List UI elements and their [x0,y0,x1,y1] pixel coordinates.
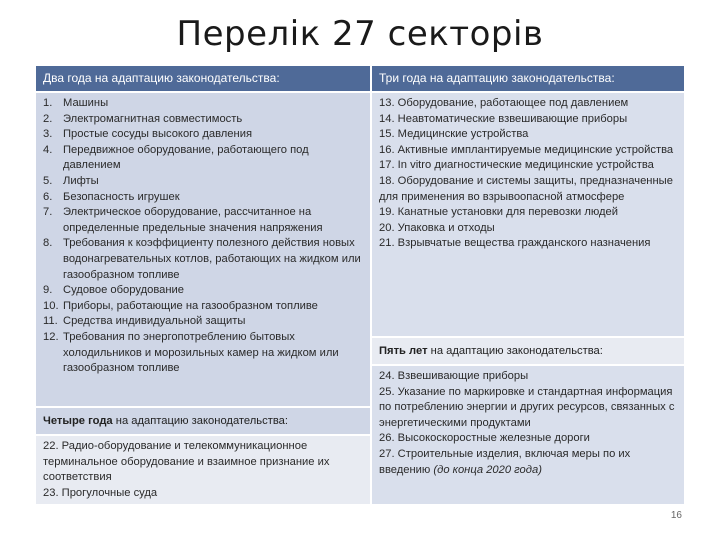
item-text: Средства индивидуальной защиты [63,315,246,328]
item-number: 7. [43,206,53,219]
four-years-header [36,408,370,434]
right-column-header: Три года на адаптацию законодательства: [372,66,684,91]
list-item [43,314,364,330]
item-number: 12. [43,330,59,343]
item-text: Судовое оборудование [63,284,185,297]
item-number: 11. [43,315,58,328]
list-item [43,330,364,377]
list-item: 17. In vitro диагностические медицинские устройства [379,159,654,172]
item-number: 3. [43,128,53,141]
item-number: 8. [43,237,53,250]
item-text: Безопасность игрушек [63,190,180,203]
item-text: Передвижное оборудование, работающего под давлением [63,143,309,172]
two-years-list [43,96,364,377]
list-item [43,236,364,283]
item-27-text: 27. Строительные изделия, включая меры по их введению [379,447,631,476]
list-item [43,96,364,112]
four-years-header-bold: Четыре года [43,415,113,427]
list-item: 23. Прогулочные суда [43,486,158,499]
item-text: Машины [63,97,109,109]
item-27-deadline: (до конца 2020 года) [433,463,542,476]
item-number: 10. [43,299,59,312]
item-text: Простые сосуды высокого давления [63,128,253,141]
list-item: 22. Радио-оборудование и телекоммуникационное терминальное оборудование и взаимное признание их соответствия [43,440,330,484]
item-number: 1. [43,97,53,109]
item-number: 4. [43,143,53,156]
list-item [43,205,364,236]
item-number: 2. [43,112,53,125]
two-years-cell [36,93,370,406]
five-years-cell [372,366,684,504]
four-years-header-rest: на адаптацию законодательства: [112,415,289,427]
list-item [43,143,364,174]
list-item [43,190,364,206]
item-text: Лифты [63,174,99,187]
item-text: Требования по энергопотреблению бытовых холодильников и морозильных камер на жидком или газообразном топливе [63,330,339,375]
item-number: 9. [43,284,53,297]
list-item: 19. Канатные установки для перевозки людей [379,206,619,219]
three-years-cell [372,93,684,336]
list-item: 26. Высокоскоростные железные дороги [379,432,590,445]
item-text: Электромагнитная совместимость [63,112,243,125]
item-text: Электрическое оборудование, рассчитанное на определенные предельные значения напряжения [63,206,323,234]
item-text: Приборы, работающие на газообразном топливе [63,299,318,312]
list-item: 14. Неавтоматические взвешивающие приборы [379,112,628,125]
list-item [43,283,364,299]
list-item: 16. Активные имплантируемые медицинские устройства [379,143,674,156]
list-item [43,299,364,315]
item-number: 5. [43,174,53,187]
list-item: 15. Медицинские устройства [379,128,529,141]
four-years-cell [36,436,370,504]
list-item: 24. Взвешивающие приборы [379,370,529,382]
item-number: 6. [43,190,53,203]
five-years-header-bold: Пять лет [379,345,428,357]
list-item [43,174,364,190]
list-item: 25. Указание по маркировке и стандартная информация по потреблению энергии и других ресурсов, связанных с энергетическими продуктами [379,385,675,429]
list-item [379,447,678,478]
list-item: 20. Упаковка и отходы [379,221,495,234]
page-number: 16 [670,510,682,521]
slide-title: Перелік 27 секторів [176,14,544,54]
list-item: 18. Оборудование и системы защиты, предназначенные для применения во взрывоопасной атмосфере [379,174,673,203]
left-column-header: Два года на адаптацию законодательства: [36,66,370,91]
list-item: 21. Взрывчатые вещества гражданского назначения [379,237,651,250]
list-item: 13. Оборудование, работающее под давлением [379,97,629,109]
five-years-header-rest: на адаптацию законодательства: [427,345,603,357]
item-text: Требования к коэффициенту полезного действия новых водонагревательных котлов, работающих на жидком или газообразном топливе [63,237,361,281]
five-years-header [372,338,684,364]
list-item [43,127,364,143]
list-item [43,112,364,128]
